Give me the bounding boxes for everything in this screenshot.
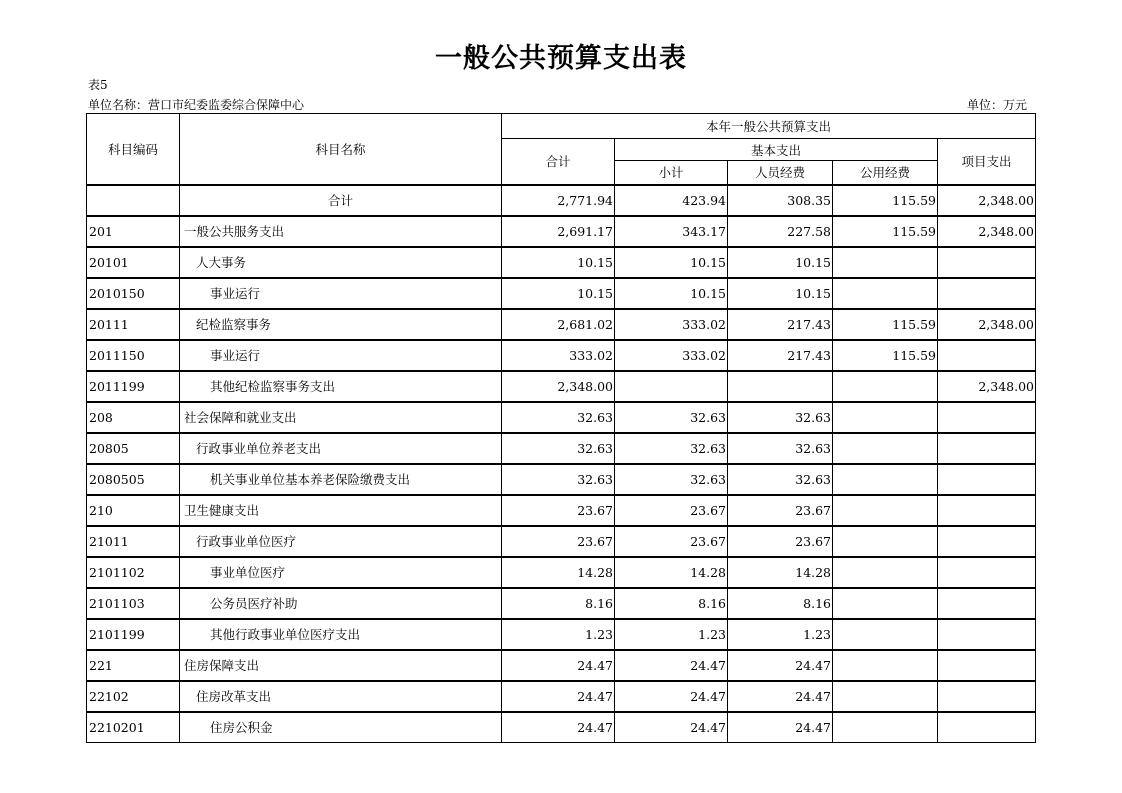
cell-total: 23.67 [502,495,615,526]
cell-code: 2011150 [87,340,180,371]
cell-code: 2101102 [87,557,180,588]
table-row [87,650,1036,681]
header-basic: 基本支出 [615,139,938,161]
cell-project [938,402,1036,433]
cell-code: 221 [87,650,180,681]
cell-code: 20805 [87,433,180,464]
cell-subtotal: 1.23 [615,619,728,650]
table-row [87,216,1036,247]
cell-personnel: 32.63 [728,464,833,495]
cell-project [938,619,1036,650]
table-row [87,247,1036,278]
cell-total: 10.15 [502,247,615,278]
cell-total: 333.02 [502,340,615,371]
cell-name: 事业运行 [180,340,502,371]
cell-total: 2,681.02 [502,309,615,340]
currency-unit: 单位：万元 [967,98,1028,112]
cell-name: 行政事业单位养老支出 [180,433,502,464]
cell-project [938,340,1036,371]
cell-project [938,495,1036,526]
page-title: 一般公共预算支出表 [435,43,687,74]
cell-public [833,557,938,588]
cell-total: 1.23 [502,619,615,650]
cell-personnel: 308.35 [728,185,833,216]
cell-personnel: 24.47 [728,681,833,712]
cell-project [938,650,1036,681]
cell-code: 2101103 [87,588,180,619]
cell-subtotal: 10.15 [615,278,728,309]
cell-name: 住房改革支出 [180,681,502,712]
cell-personnel: 23.67 [728,526,833,557]
cell-subtotal: 24.47 [615,650,728,681]
table-row [87,619,1036,650]
cell-code: 201 [87,216,180,247]
cell-total: 24.47 [502,650,615,681]
cell-name: 一般公共服务支出 [180,216,502,247]
cell-subtotal: 10.15 [615,247,728,278]
cell-code: 21011 [87,526,180,557]
cell-personnel: 217.43 [728,309,833,340]
cell-subtotal: 32.63 [615,464,728,495]
cell-public [833,433,938,464]
cell-name: 纪检监察事务 [180,309,502,340]
header-public: 公用经费 [833,161,938,185]
cell-personnel: 8.16 [728,588,833,619]
cell-project: 2,348.00 [938,371,1036,402]
cell-project: 2,348.00 [938,216,1036,247]
table-row [87,433,1036,464]
cell-public [833,247,938,278]
cell-code: 2011199 [87,371,180,402]
cell-code: 20101 [87,247,180,278]
cell-code: 210 [87,495,180,526]
cell-project [938,247,1036,278]
table-row [87,588,1036,619]
cell-code: 20111 [87,309,180,340]
cell-subtotal: 343.17 [615,216,728,247]
cell-code: 2101199 [87,619,180,650]
cell-code: 2010150 [87,278,180,309]
cell-public [833,712,938,743]
cell-subtotal: 423.94 [615,185,728,216]
cell-personnel: 24.47 [728,712,833,743]
header-project: 项目支出 [938,139,1036,185]
table-row [87,495,1036,526]
table-row [87,309,1036,340]
cell-total: 8.16 [502,588,615,619]
cell-subtotal: 24.47 [615,712,728,743]
cell-name: 公务员医疗补助 [180,588,502,619]
cell-subtotal: 23.67 [615,526,728,557]
cell-personnel: 32.63 [728,402,833,433]
cell-public: 115.59 [833,340,938,371]
cell-subtotal: 23.67 [615,495,728,526]
table-row [87,402,1036,433]
cell-subtotal: 32.63 [615,402,728,433]
cell-name: 行政事业单位医疗 [180,526,502,557]
cell-project: 2,348.00 [938,185,1036,216]
cell-total: 24.47 [502,712,615,743]
header-total: 合计 [502,139,615,185]
cell-project [938,557,1036,588]
header-group: 本年一般公共预算支出 [502,114,1036,139]
budget-table [86,113,1036,743]
cell-personnel: 32.63 [728,433,833,464]
cell-code: 2080505 [87,464,180,495]
cell-name: 社会保障和就业支出 [180,402,502,433]
unit-name: 单位名称：营口市纪委监委综合保障中心 [88,98,305,112]
cell-total: 2,348.00 [502,371,615,402]
table-row [87,681,1036,712]
cell-personnel [728,371,833,402]
cell-name: 合计 [180,185,502,216]
cell-subtotal: 32.63 [615,433,728,464]
cell-public [833,588,938,619]
header-name: 科目名称 [180,114,502,185]
cell-total: 2,691.17 [502,216,615,247]
cell-project: 2,348.00 [938,309,1036,340]
cell-code: 22102 [87,681,180,712]
cell-subtotal: 333.02 [615,340,728,371]
cell-code: 2210201 [87,712,180,743]
cell-total: 2,771.94 [502,185,615,216]
cell-personnel: 14.28 [728,557,833,588]
cell-personnel: 10.15 [728,247,833,278]
cell-project [938,278,1036,309]
cell-personnel: 10.15 [728,278,833,309]
table-row [87,340,1036,371]
table-row [87,557,1036,588]
cell-project [938,526,1036,557]
cell-public [833,526,938,557]
header-subtotal: 小计 [615,161,728,185]
cell-total: 10.15 [502,278,615,309]
table-row [87,278,1036,309]
cell-code: 208 [87,402,180,433]
cell-public [833,681,938,712]
cell-name: 事业运行 [180,278,502,309]
cell-total: 32.63 [502,464,615,495]
cell-name: 卫生健康支出 [180,495,502,526]
cell-name: 事业单位医疗 [180,557,502,588]
header-personnel: 人员经费 [728,161,833,185]
cell-personnel: 217.43 [728,340,833,371]
cell-total: 14.28 [502,557,615,588]
cell-name: 人大事务 [180,247,502,278]
table-row [87,185,1036,216]
table-row [87,712,1036,743]
cell-subtotal: 8.16 [615,588,728,619]
cell-personnel: 23.67 [728,495,833,526]
table-row [87,371,1036,402]
cell-project [938,588,1036,619]
cell-name: 住房保障支出 [180,650,502,681]
cell-public [833,402,938,433]
cell-personnel: 1.23 [728,619,833,650]
cell-total: 23.67 [502,526,615,557]
cell-public: 115.59 [833,216,938,247]
cell-personnel: 24.47 [728,650,833,681]
cell-total: 24.47 [502,681,615,712]
cell-subtotal: 14.28 [615,557,728,588]
cell-name: 住房公积金 [180,712,502,743]
cell-subtotal [615,371,728,402]
cell-project [938,464,1036,495]
cell-code [87,185,180,216]
cell-personnel: 227.58 [728,216,833,247]
cell-public [833,650,938,681]
table-header [87,114,1036,185]
cell-name: 其他纪检监察事务支出 [180,371,502,402]
cell-public [833,371,938,402]
cell-public [833,464,938,495]
table-number: 表5 [88,78,108,92]
table-body [87,185,1036,743]
header-code: 科目编码 [87,114,180,185]
cell-name: 其他行政事业单位医疗支出 [180,619,502,650]
table-row [87,526,1036,557]
cell-public: 115.59 [833,309,938,340]
cell-name: 机关事业单位基本养老保险缴费支出 [180,464,502,495]
cell-project [938,681,1036,712]
cell-public [833,495,938,526]
cell-public: 115.59 [833,185,938,216]
table-row [87,464,1036,495]
cell-public [833,619,938,650]
cell-total: 32.63 [502,433,615,464]
cell-total: 32.63 [502,402,615,433]
cell-project [938,712,1036,743]
cell-subtotal: 333.02 [615,309,728,340]
cell-public [833,278,938,309]
cell-project [938,433,1036,464]
cell-subtotal: 24.47 [615,681,728,712]
